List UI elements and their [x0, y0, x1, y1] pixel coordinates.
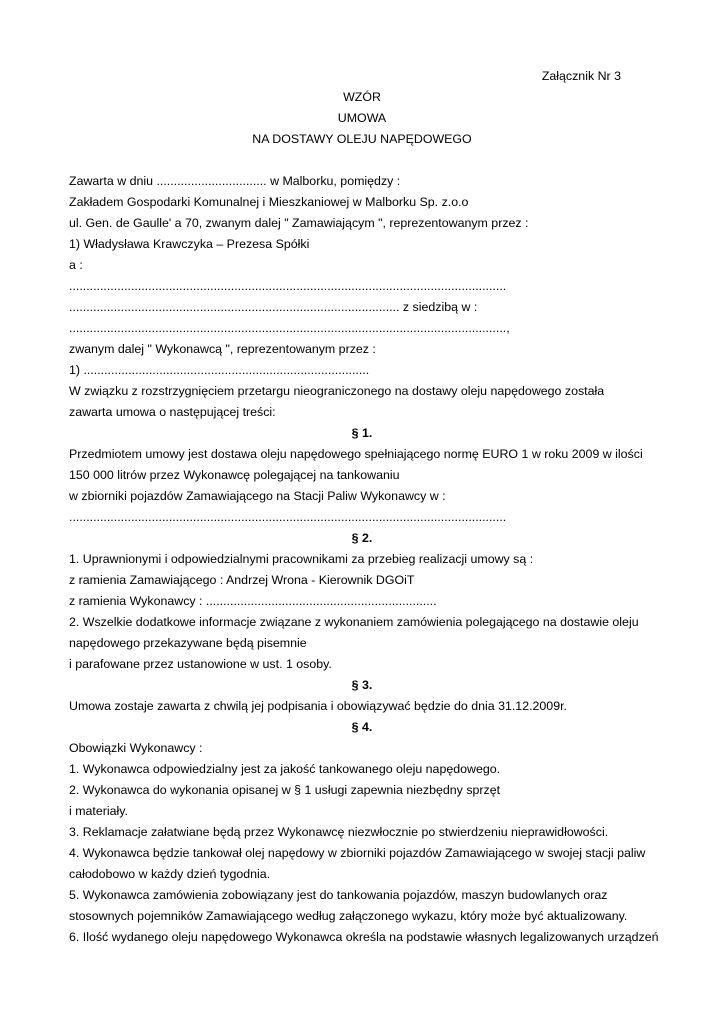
section-4-line: 2. Wykonawca do wykonania opisanej w § 1 usługi zapewnia niezbędny sprzęt	[69, 783, 501, 797]
section-2-line: napędowego przekazywane będą pisemnie	[69, 636, 307, 650]
intro-line: 1) Władysława Krawczyka – Prezesa Spółki	[69, 237, 310, 251]
section-4-line: Obowiązki Wykonawcy :	[69, 741, 203, 755]
intro-line: Zakładem Gospodarki Komunalnej i Mieszkaniowej w Malborku Sp. z.o.o	[69, 195, 469, 209]
section-2-line: 2. Wszelkie dodatkowe informacje związane z wykonaniem zamówienia polegającego na dostawie oleju	[69, 615, 639, 629]
section-4-line: 5. Wykonawca zamówienia zobowiązany jest do tankowania pojazdów, maszyn budowlanych oraz	[69, 888, 608, 902]
section-1-line: Przedmiotem umowy jest dostawa oleju napędowego spełniającego normę EURO 1 w roku 2009 w ilości	[69, 447, 643, 461]
section-1-line: ...............................................................................................................................	[69, 510, 507, 524]
section-2-line: z ramienia Wykonawcy : ...................................................................	[69, 594, 437, 608]
intro-line: ...............................................................................................................................,	[69, 321, 510, 335]
document-title-contract: UMOWA	[337, 111, 387, 125]
section-1-heading: § 1.	[351, 426, 373, 440]
section-4-line: 1. Wykonawca odpowiedzialny jest za jakość tankowanego oleju napędowego.	[69, 762, 501, 776]
intro-line: 1) ...................................................................................	[69, 363, 370, 377]
intro-line: ................................................................................................ z siedzibą w :	[69, 300, 478, 314]
section-4-heading: § 4.	[351, 720, 373, 734]
intro-line: ...............................................................................................................................	[69, 279, 507, 293]
section-1-line: w zbiorniki pojazdów Zamawiającego na Stacji Paliw Wykonawcy w :	[69, 489, 446, 503]
intro-line: zawarta umowa o następującej treści:	[69, 405, 276, 419]
intro-line: zwanym dalej " Wykonawcą ", reprezentowanym przez :	[69, 342, 376, 356]
section-4-line: stosownych pojemników Zamawiającego według załączonego wykazu, który może być aktualizowany.	[69, 909, 628, 923]
section-4-line: całodobowo w każdy dzień tygodnia.	[69, 867, 271, 881]
section-4-line: i materiały.	[69, 804, 128, 818]
section-4-line: 4. Wykonawca będzie tankował olej napędowy w zbiorniki pojazdów Zamawiającego w swojej stacji paliw	[69, 846, 646, 860]
document-title-subject: NA DOSTAWY OLEJU NAPĘDOWEGO	[252, 132, 472, 146]
section-2-line: i parafowane przez ustanowione w ust. 1 osoby.	[69, 657, 332, 671]
section-4-line: 3. Reklamacje załatwiane będą przez Wykonawcę niezwłocznie po stwierdzeniu nieprawidłowości.	[69, 825, 609, 839]
section-4-line: 6. Ilość wydanego oleju napędowego Wykonawca określa na podstawie własnych legalizowanych urządzeń	[69, 930, 659, 944]
section-2-line: z ramienia Zamawiającego : Andrzej Wrona - Kierownik DGOiT	[69, 573, 415, 587]
section-3-line: Umowa zostaje zawarta z chwilą jej podpisania i obowiązywać będzie do dnia 31.12.2009r.	[69, 699, 567, 713]
section-1-line: 150 000 litrów przez Wykonawcę polegającej na tankowaniu	[69, 468, 400, 482]
intro-line: a :	[69, 258, 83, 272]
intro-line: Zawarta w dniu ................................ w Malborku, pomiędzy :	[69, 174, 401, 188]
section-2-line: 1. Uprawnionymi i odpowiedzialnymi pracownikami za przebieg realizacji umowy są :	[69, 552, 534, 566]
intro-line: W związku z rozstrzygnięciem przetargu nieograniczonego na dostawy oleju napędowego została	[69, 384, 605, 398]
section-3-heading: § 3.	[351, 678, 373, 692]
intro-line: ul. Gen. de Gaulle' a 70, zwanym dalej " Zamawiającym ", reprezentowanym przez :	[69, 216, 529, 230]
document-title-pattern: WZÓR	[343, 90, 381, 104]
section-2-heading: § 2.	[351, 531, 373, 545]
attachment-label: Załącznik Nr 3	[541, 69, 621, 83]
